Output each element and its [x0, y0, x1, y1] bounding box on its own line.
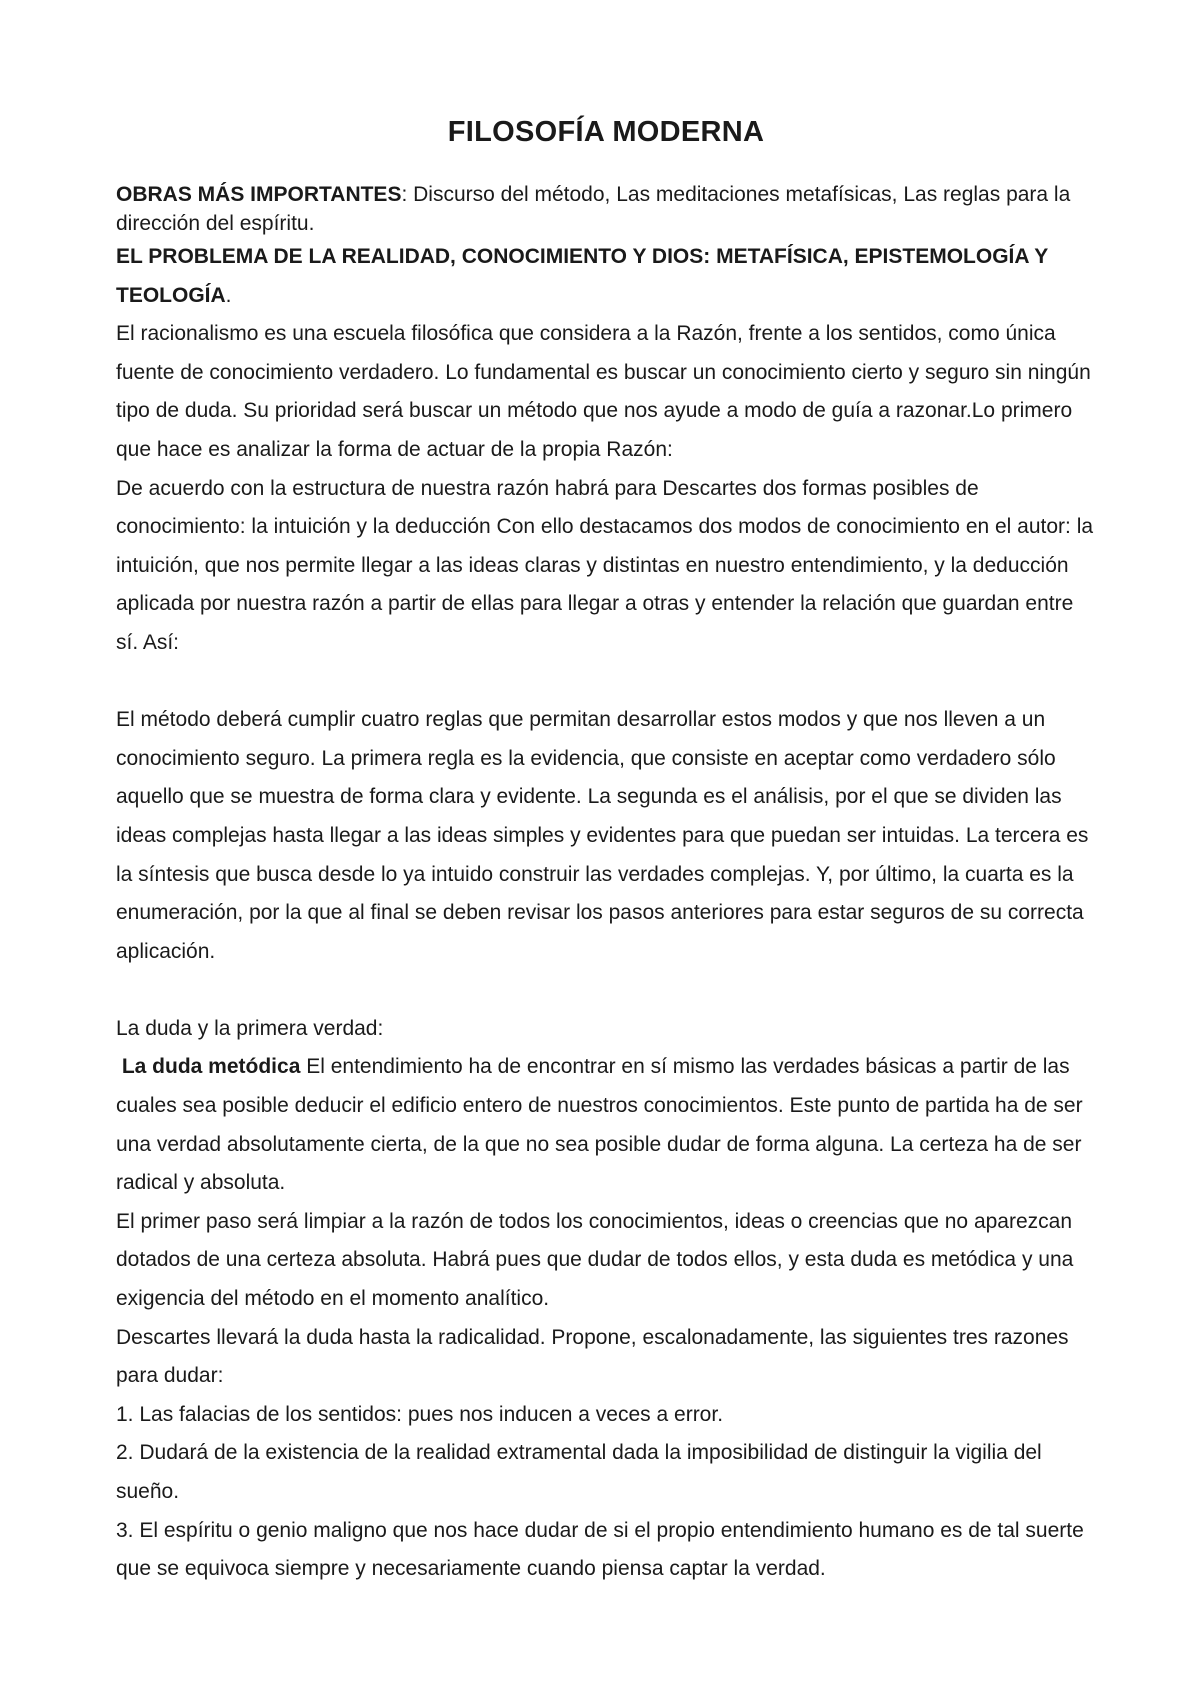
reason-item-1: 1. Las falacias de los sentidos: pues nos inducen a veces a error. [116, 1402, 724, 1426]
obras-paragraph [116, 180, 1096, 238]
duda-subtitle: La duda y la primera verdad: [116, 1016, 384, 1040]
metodo-paragraph: El método deberá cumplir cuatro reglas que permitan desarrollar estos modos y que nos lleven a un conocimiento seguro. La primera regla es la evidencia, que consiste en aceptar como verdadero sólo aquello que se muestra de forma clara y evidente. La segunda es el análisis, por el que se dividen las ideas complejas hasta llegar a las ideas simples y evidentes para que puedan ser intuidas. La tercera es la síntesis que busca desde lo ya intuido construir las verdades complejas. Y, por último, la cuarta es la enumeración, por la que al final se deben revisar los pasos anteriores para estar seguros de su correcta aplicación. [116, 708, 1089, 963]
duda-metodica-text: El entendimiento ha de encontrar en sí mismo las verdades básicas a partir de las cuales sea posible deducir el edificio entero de nuestros conocimientos. Este punto de partida ha de ser una verdad absolutamente cierta, de la que no sea posible dudar de forma alguna. La certeza ha de ser radical y absoluta. [116, 1055, 1083, 1195]
problema-heading-end: . [225, 283, 232, 307]
page-title: FILOSOFÍA MODERNA [447, 116, 765, 148]
racionalismo-paragraph: El racionalismo es una escuela filosófica que considera a la Razón, frente a los sentidos, como única fuente de conocimiento verdadero. Lo fundamental es buscar un conocimiento cierto y seguro sin ningún tipo de duda. Su prioridad será buscar un método que nos ayude a modo de guía a razonar.Lo primero que hace es analizar la forma de actuar de la propia Razón: [116, 322, 1091, 461]
reason-item-3: 3. El espíritu o genio maligno que nos hace dudar de si el propio entendimiento humano es de tal suerte que se equivoca siempre y necesariamente cuando piensa captar la verdad. [116, 1518, 1084, 1581]
estructura-paragraph: De acuerdo con la estructura de nuestra razón habrá para Descartes dos formas posibles de conocimiento: la intuición y la deducción Con ello destacamos dos modos de conocimiento en el autor: la intuición, que nos permite llegar a las ideas claras y distintas en nuestro entendimiento, y la deducción aplicada por nuestra razón a partir de ellas para llegar a otras y entender la relación que guardan entre sí. Así: [116, 476, 1094, 654]
duda-metodica-paragraph [116, 1048, 1096, 1202]
obras-label: OBRAS MÁS IMPORTANTES [116, 183, 402, 206]
spacer [116, 971, 1096, 1010]
problema-heading [116, 238, 1096, 315]
document-body [116, 112, 1096, 1589]
spacer [116, 663, 1096, 702]
duda-metodica-label: La duda metódica [121, 1055, 301, 1079]
radicalidad-paragraph: Descartes llevará la duda hasta la radicalidad. Propone, escalonadamente, las siguientes tres razones para dudar: [116, 1325, 1069, 1388]
primer-paso-paragraph: El primer paso será limpiar a la razón de todos los conocimientos, ideas o creencias que no aparezcan dotados de una certeza absoluta. Habrá pues que dudar de todos ellos, y esta duda es metódica y una exigencia del método en el momento analítico. [116, 1209, 1074, 1311]
problema-heading-text: EL PROBLEMA DE LA REALIDAD, CONOCIMIENTO Y DIOS: METAFÍSICA, EPISTEMOLOGÍA Y TEOLOGÍA [116, 245, 1048, 307]
reason-item-2: 2. Dudará de la existencia de la realidad extramental dada la imposibilidad de distinguir la vigilia del sueño. [116, 1441, 1042, 1503]
obras-text: : Discurso del método, Las meditaciones metafísicas, Las reglas para la dirección del espíritu. [116, 183, 1071, 235]
